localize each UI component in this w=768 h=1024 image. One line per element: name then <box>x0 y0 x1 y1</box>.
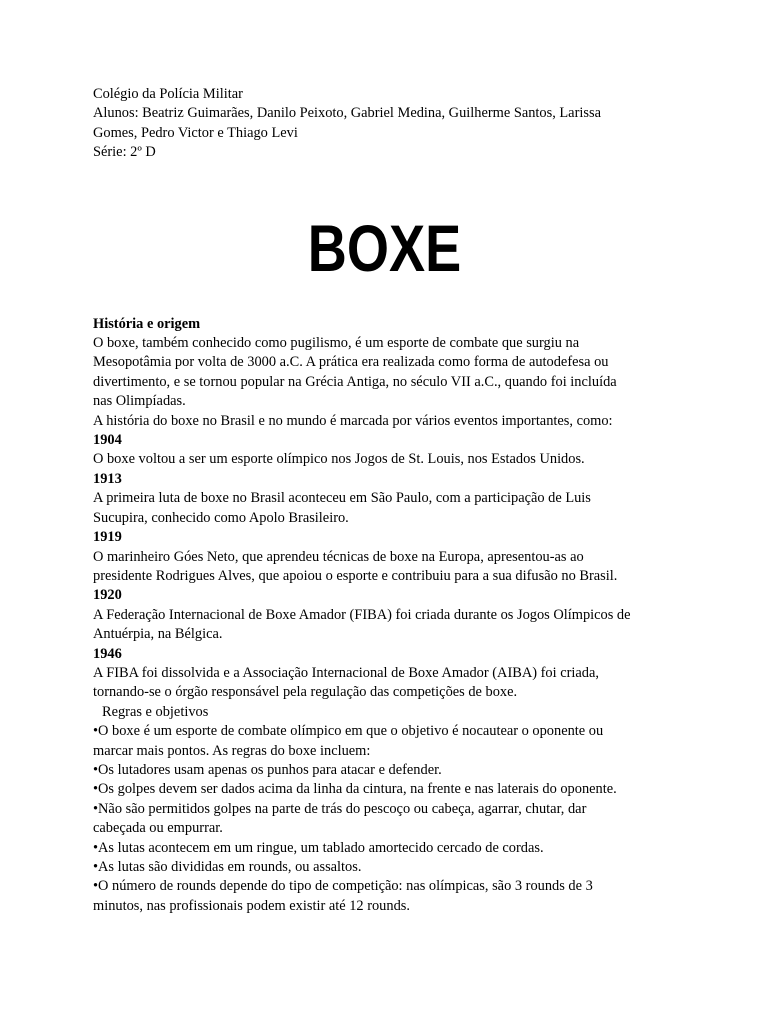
rules-line: •Os golpes devem ser dados acima da linha da cintura, na frente e nas laterais do oponente. <box>93 781 617 798</box>
event-text-line: presidente Rodrigues Alves, que apoiou o esporte e contribuiu para a sua difusão no Brasil. <box>93 567 618 584</box>
history-intro-line: A história do boxe no Brasil e no mundo é marcada por vários eventos importantes, como: <box>93 412 613 429</box>
history-intro-line: divertimento, e se tornou popular na Grécia Antiga, no século VII a.C., quando foi incluída <box>93 373 617 390</box>
event-year: 1904 <box>93 432 122 449</box>
document-title: BOXE <box>307 210 462 285</box>
event-text-line: A primeira luta de boxe no Brasil aconteceu em São Paulo, com a participação de Luis <box>93 490 591 507</box>
rules-line: •As lutas acontecem em um ringue, um tablado amortecido cercado de cordas. <box>93 839 544 856</box>
event-text-line: tornando-se o órgão responsável pela regulação das competições de boxe. <box>93 684 518 701</box>
history-intro-line: Mesopotâmia por volta de 3000 a.C. A prática era realizada como forma de autodefesa ou <box>93 354 609 371</box>
history-intro-line: O boxe, também conhecido como pugilismo, é um esporte de combate que surgiu na <box>93 335 580 352</box>
event-text-line: O boxe voltou a ser um esporte olímpico nos Jogos de St. Louis, nos Estados Unidos. <box>93 451 585 468</box>
rules-line: minutos, nas profissionais podem existir até 12 rounds. <box>93 897 410 914</box>
rules-line: marcar mais pontos. As regras do boxe incluem: <box>93 742 371 759</box>
rules-line: •Não são permitidos golpes na parte de trás do pescoço ou cabeça, agarrar, chutar, dar <box>93 800 587 817</box>
school-name: Colégio da Polícia Militar <box>93 86 243 102</box>
rules-line: •Os lutadores usam apenas os punhos para atacar e defender. <box>93 761 442 778</box>
history-intro-line: nas Olimpíadas. <box>93 393 186 410</box>
history-heading: História e origem <box>93 315 201 332</box>
event-text-line: Antuérpia, na Bélgica. <box>93 626 223 643</box>
document-page <box>93 85 693 916</box>
event-year: 1919 <box>93 529 122 546</box>
event-text-line: O marinheiro Góes Neto, que aprendeu técnicas de boxe na Europa, apresentou-as ao <box>93 548 584 565</box>
event-text-line: A FIBA foi dissolvida e a Associação Internacional de Boxe Amador (AIBA) foi criada, <box>93 664 599 681</box>
rules-heading: Regras e objetivos <box>102 703 209 720</box>
rules-line: •O número de rounds depende do tipo de competição: nas olímpicas, são 3 rounds de 3 <box>93 878 593 895</box>
event-year: 1946 <box>93 645 122 662</box>
grade-line: Série: 2º D <box>93 144 156 161</box>
rules-line: •As lutas são divididas em rounds, ou assaltos. <box>93 859 362 875</box>
rules-line: •O boxe é um esporte de combate olímpico em que o objetivo é nocautear o oponente ou <box>93 723 604 740</box>
event-year: 1913 <box>93 470 122 487</box>
event-text-line: Sucupira, conhecido como Apolo Brasileiro. <box>93 509 349 526</box>
event-year: 1920 <box>93 587 122 604</box>
students-line-2: Gomes, Pedro Victor e Thiago Levi <box>93 124 298 141</box>
event-text-line: A Federação Internacional de Boxe Amador (FIBA) foi criada durante os Jogos Olímpicos de <box>93 606 631 623</box>
rules-line: cabeçada ou empurrar. <box>93 820 223 837</box>
students-line-1: Alunos: Beatriz Guimarães, Danilo Peixoto, Gabriel Medina, Guilherme Santos, Larissa <box>93 105 601 122</box>
